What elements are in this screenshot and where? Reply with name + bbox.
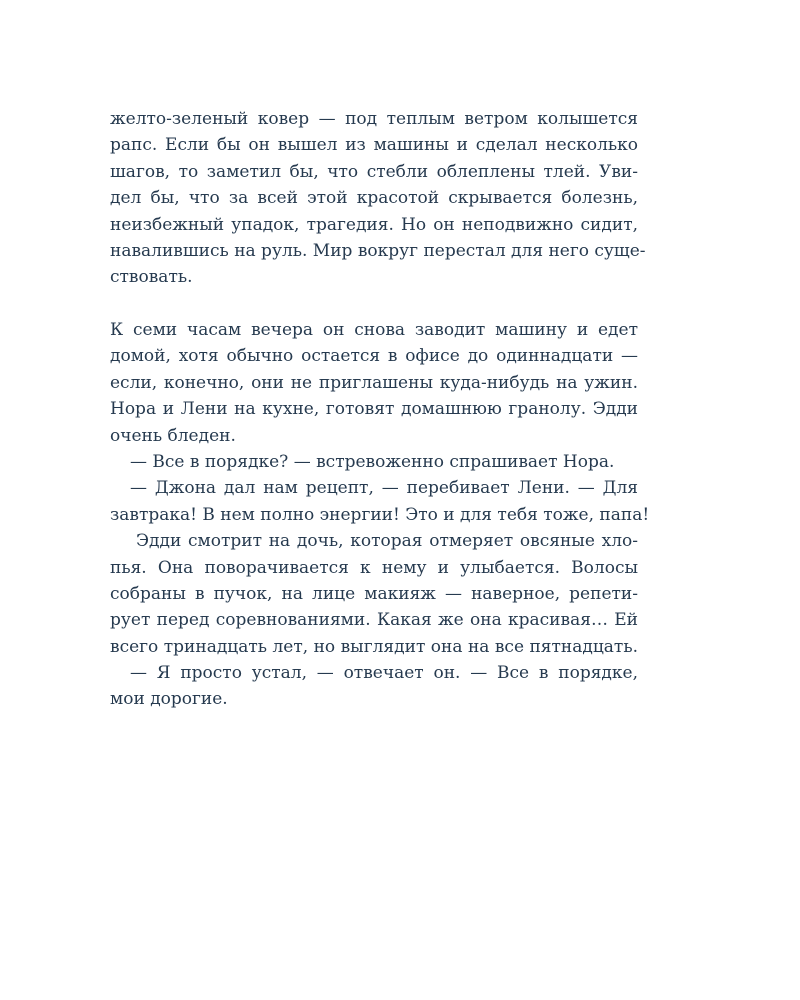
text-line: собраны в пучок, на лице макияж — наверное, репети- bbox=[110, 583, 638, 604]
text-line: желто-зеленый ковер — под теплым ветром колышется bbox=[110, 109, 638, 129]
text-line: Эдди смотрит на дочь, которая отмеряет овсяные хло- bbox=[136, 531, 638, 552]
text-line: завтрака! В нем полно энергии! Это и для тебя тоже, папа! bbox=[110, 504, 650, 525]
dialogue-line: — Все в порядке? — встревоженно спрашивает Нора. bbox=[130, 451, 615, 472]
text-line: очень бледен. bbox=[110, 425, 236, 446]
text-line: неизбежный упадок, трагедия. Но он неподвижно сидит, bbox=[110, 214, 638, 235]
text-line: ствовать. bbox=[110, 267, 193, 288]
text-line: всего тринадцать лет, но выглядит она на все пятнадцать. bbox=[110, 636, 638, 657]
dialogue-line: — Джона дал нам рецепт, — перебивает Лени. — Для bbox=[130, 478, 638, 499]
text-line: домой, хотя обычно остается в офисе до одиннадцати — bbox=[110, 346, 638, 367]
text-line: дел бы, что за всей этой красотой скрывается болезнь, bbox=[110, 188, 638, 209]
text-line: К семи часам вечера он снова заводит машину и едет bbox=[110, 320, 638, 340]
text-section-top bbox=[110, 106, 646, 291]
text-line: навалившись на руль. Мир вокруг перестал для него суще- bbox=[110, 240, 646, 261]
dialogue-line: — Я просто устал, — отвечает он. — Все в порядке, bbox=[130, 663, 638, 684]
text-line: если, конечно, они не приглашены куда-нибудь на ужин. bbox=[110, 372, 638, 393]
text-line: пья. Она поворачивается к нему и улыбается. Волосы bbox=[110, 557, 638, 578]
text-line: рует перед соревнованиями. Какая же она красивая… Ей bbox=[110, 610, 638, 631]
text-line: мои дорогие. bbox=[110, 689, 228, 710]
text-line: Нора и Лени на кухне, готовят домашнюю гранолу. Эдди bbox=[110, 399, 638, 420]
text-line: шагов, то заметил бы, что стебли облеплены тлей. Уви- bbox=[110, 161, 638, 182]
text-line: рапс. Если бы он вышел из машины и сделал несколько bbox=[110, 135, 638, 156]
text-section-bottom bbox=[110, 317, 650, 713]
